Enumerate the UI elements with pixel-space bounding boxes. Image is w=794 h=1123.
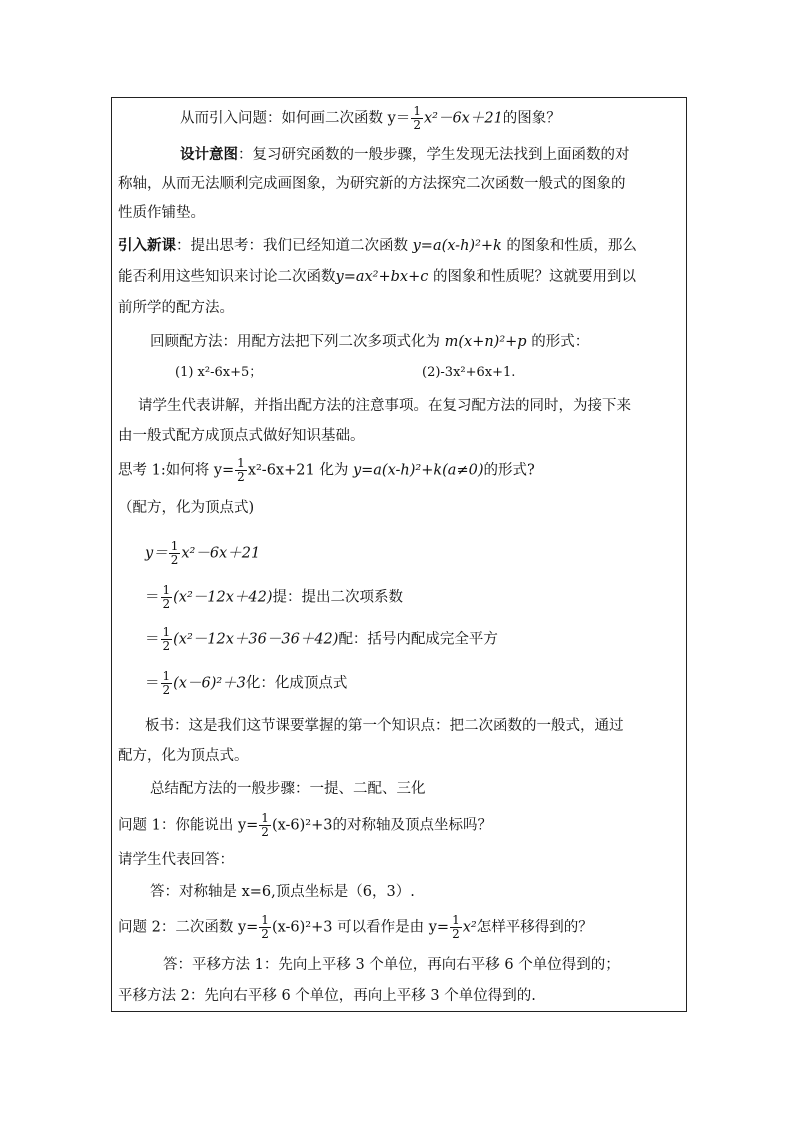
fraction: $\frac{1}{2}$ [162, 669, 171, 697]
fraction: $\frac{1}{2}$ [452, 913, 460, 941]
ask-representative: 请学生代表回答： [118, 852, 234, 868]
think1-line: 思考 1:如何将 y= $\frac{1}{2}$ x²-6x+21 化为 y=a(x-h)²+k(a≠0)的形式? [118, 456, 535, 484]
review-line: 回顾配方法：用配方法把下列二次多项式化为 m(x+n)²+p 的形式： [150, 334, 590, 350]
review-item-1: (1) x²-6x+5； [175, 365, 263, 380]
intro-prefix: 从而引入问题：如何画二次函数 y＝ [180, 110, 411, 127]
design-intent-label: 设计意图 [180, 146, 238, 163]
fraction: $\frac{1}{2}$ [170, 539, 179, 567]
fraction: $\frac{1}{2}$ [162, 583, 171, 611]
derivation-step4: ＝ $\frac{1}{2}$ (x－6)²＋3化：化成顶点式 [145, 669, 348, 697]
explain-line1: 请学生代表讲解，并指出配方法的注意事项。在复习配方法的同时，为接下来 [138, 398, 631, 414]
question-1: 问题 1：你能说出 y= $\frac{1}{2}$ (x-6)²+3的对称轴及顶点坐标吗？ [118, 811, 492, 839]
fraction: $\frac{1}{2}$ [413, 104, 421, 132]
new-lesson-line3: 前所学的配方法。 [118, 300, 234, 316]
question-2: 问题 2：二次函数 y= $\frac{1}{2}$ (x-6)²+3 可以看作是由 y= $\frac{1}{2}$ x²怎样平移得到的？ [118, 913, 593, 941]
think1-note: （配方，化为顶点式) [118, 500, 255, 516]
answer-2-line1: 答：平移方法 1：先向上平移 3 个单位，再向右平移 6 个单位得到的； [163, 957, 620, 973]
new-lesson-line1: 引入新课：提出思考：我们已经知道二次函数 y=a(x-h)²+k 的图象和性质，那么 [118, 237, 637, 254]
intro-suffix: 的图象？ [502, 110, 561, 127]
derivation-step1: y＝ $\frac{1}{2}$ x²－6x＋21 [145, 539, 261, 567]
blackboard-line2: 配方，化为顶点式。 [118, 748, 249, 764]
derivation-step2: ＝ $\frac{1}{2}$ (x²－12x＋42)提：提出二次项系数 [145, 583, 404, 611]
design-intent-line2: 称轴，从而无法顺利完成画图象，为研究新的方法探究二次函数一般式的图象的 [118, 176, 626, 192]
design-intent-line3: 性质作铺垫。 [118, 205, 205, 221]
review-item-2: (2)-3x²+6x+1. [422, 365, 516, 380]
intro-problem [180, 105, 561, 132]
design-intent-line1: 设计意图：复习研究函数的一般步骤，学生发现无法找到上面函数的对 [180, 146, 630, 163]
derivation-step3: ＝ $\frac{1}{2}$ (x²－12x＋36－36＋42)配：括号内配成完全平方 [145, 625, 498, 653]
answer-2-line2: 平移方法 2：先向右平移 6 个单位，再向上平移 3 个单位得到的. [118, 988, 536, 1004]
answer-1: 答：对称轴是 x=6,顶点坐标是（6，3）. [150, 884, 415, 900]
fraction: $\frac{1}{2}$ [261, 811, 269, 839]
blackboard-line1: 板书：这是我们这节课要掌握的第一个知识点：把二次函数的一般式，通过 [145, 718, 624, 734]
summary: 总结配方法的一般步骤：一提、二配、三化 [150, 781, 426, 797]
fraction: $\frac{1}{2}$ [162, 625, 171, 653]
explain-line2: 由一般式配方成顶点式做好知识基础。 [118, 428, 365, 444]
fraction: $\frac{1}{2}$ [261, 913, 269, 941]
new-lesson-line2: 能否利用这些知识来讨论二次函数y=ax²+bx+c 的图象和性质呢？这就要用到以 [118, 269, 636, 285]
fraction: $\frac{1}{2}$ [237, 456, 245, 484]
intro-expr: x²－6x＋21 [423, 110, 503, 127]
new-lesson-label: 引入新课 [118, 237, 176, 254]
